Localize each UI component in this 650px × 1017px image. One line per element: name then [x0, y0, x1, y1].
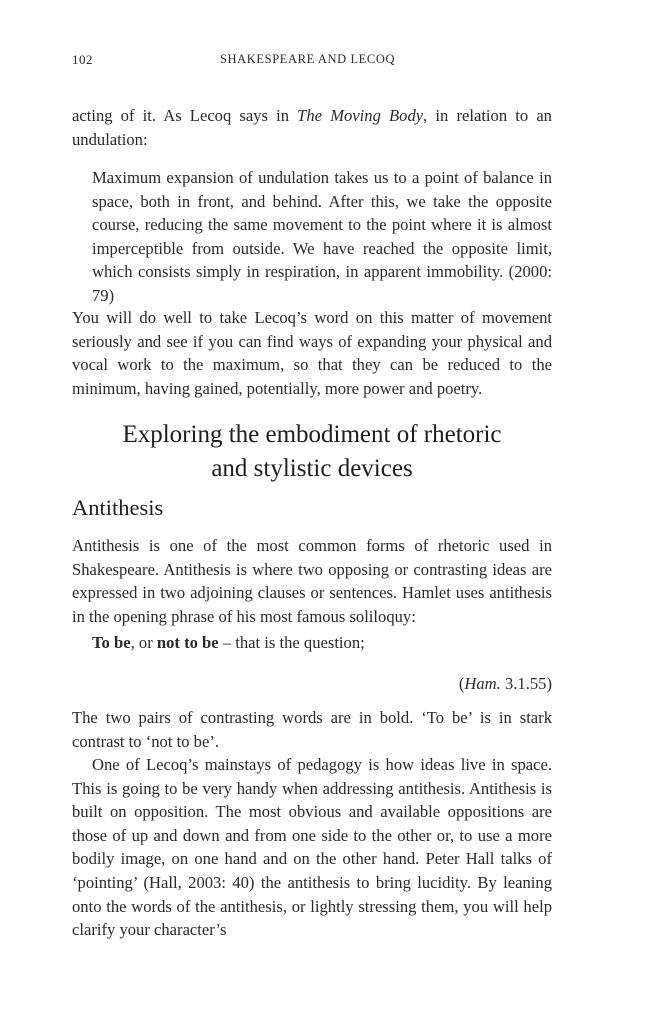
running-head: [72, 52, 552, 70]
paragraph-contrasting-words: The two pairs of contrasting words are in bold. ‘To be’ is in stark contrast to ‘not to be’.: [72, 708, 552, 751]
block-quote: Maximum expansion of undulation takes us to a point of balance in space, both in front, and behind. After this, we take the opposite course, reducing the same movement to the point where it is almost imperceptible from outside. We have reached the opposite limit, which consists simply in respiration, in apparent immobility. (2000: 79): [92, 168, 552, 305]
section-heading-line-1: Exploring the embodiment of rhetoric: [122, 421, 502, 448]
citation-ref: 3.1.55): [500, 674, 552, 693]
intro-text-start: acting of it. As Lecoq says in: [72, 106, 298, 125]
paragraph-antithesis: Antithesis is one of the most common forms of rhetoric used in Shakespeare. Antithesis is where two opposing or contrasting ideas are expressed in two adjoining clauses or sentences. Hamlet uses antithesis in the opening phrase of his most famous soliloquy:: [72, 536, 552, 626]
book-title: The Moving Body: [297, 106, 424, 125]
paragraph-lecoq-pedagogy: One of Lecoq’s mainstays of pedagogy is how ideas live in space. This is going to be very handy when addressing antithesis. Antithesis is built on opposition. The most obvious and available oppositions are those of up and down and from one side to the other or, to use a more bodily image, on one hand and on the other hand. Peter Hall talks of ‘pointing’ (Hall, 2003: 40) the antithesis to bring lucidity. By leaning onto the words of the antithesis, or lightly stressing them, you will help clarify your character’s: [72, 755, 552, 940]
verse-quote: [92, 631, 365, 654]
page-number: 102: [72, 52, 93, 67]
running-title: SHAKESPEARE AND LECOQ: [220, 52, 396, 66]
verse-citation: [459, 672, 552, 695]
verse-rest: – that is the question;: [218, 633, 365, 652]
verse-bold-to-be: To be: [92, 633, 131, 652]
paragraph-lecoq-word: You will do well to take Lecoq’s word on this matter of movement seriously and see if you can find ways of expanding your physical and vocal work to the maximum, so that they can be reduced to the minimum, having gained, potentially, more power and poetry.: [72, 308, 552, 398]
subheading-antithesis: Antithesis: [72, 495, 164, 520]
intro-text-end: , in relation to an undulation:: [72, 106, 552, 149]
verse-connector: , or: [130, 633, 157, 652]
section-heading: [72, 418, 552, 486]
section-heading-line-2: and stylistic devices: [211, 455, 413, 482]
intro-paragraph: [72, 104, 552, 151]
citation-open-paren: (: [458, 674, 465, 693]
verse-bold-not-to-be: not to be: [156, 633, 219, 652]
citation-play: Ham.: [464, 674, 501, 693]
